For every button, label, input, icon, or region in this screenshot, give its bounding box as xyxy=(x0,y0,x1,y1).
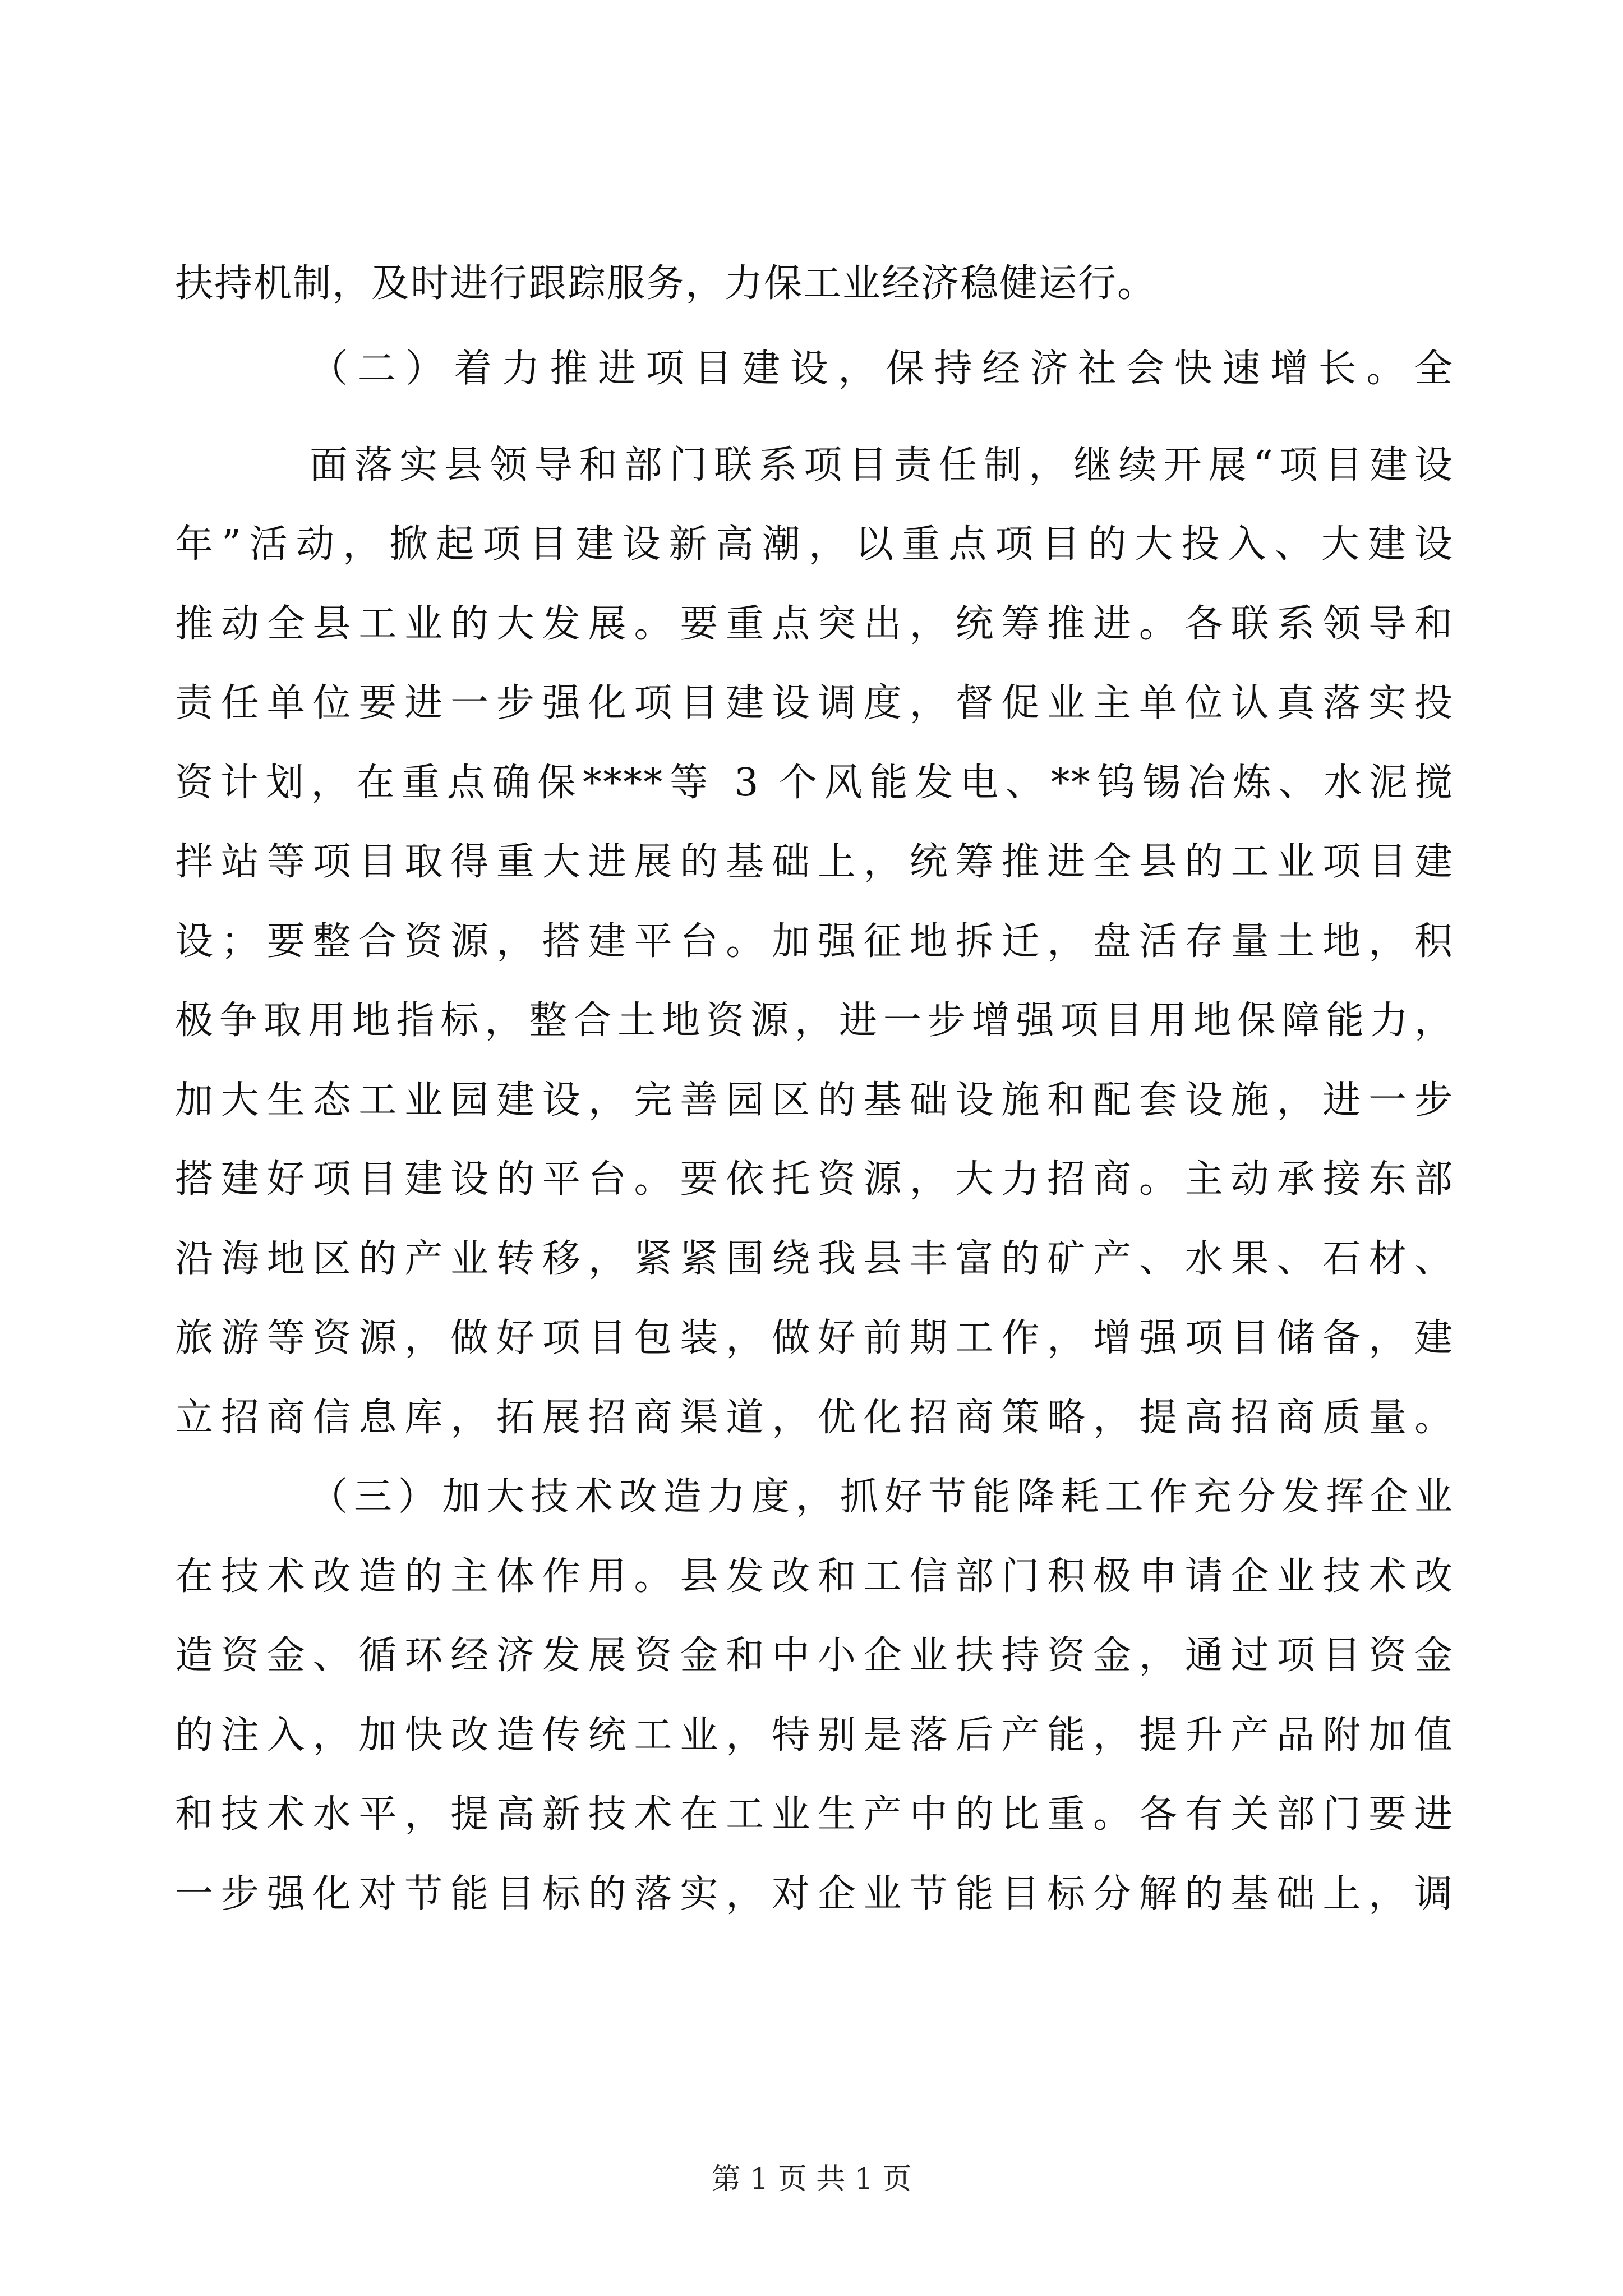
text-line-4: 年”活动，掀起项目建设新高潮，以重点项目的大投入、大建设 xyxy=(175,522,1454,567)
text-line-10: 极争取用地指标，整合土地资源，进一步增强项目用地保障能力， xyxy=(175,999,1454,1043)
text-line-6: 责任单位要进一步强化项目建设调度，督促业主单位认真落实投 xyxy=(175,681,1454,725)
text-line-18: 造资金、循环经济发展资金和中小企业扶持资金，通过项目资金 xyxy=(175,1634,1454,1678)
text-line-19: 的注入，加快改造传统工业，特别是落后产能，提升产品附加值 xyxy=(175,1713,1454,1757)
section-heading-3: （三）加大技术改造力度，抓好节能降耗工作充分发挥企业 xyxy=(310,1475,1454,1519)
text-line-13: 沿海地区的产业转移，紧紧围绕我县丰富的矿产、水果、石材、 xyxy=(175,1237,1454,1281)
page-footer: 第 1 页 共 1 页 xyxy=(711,2162,912,2196)
text-line-1: 扶持机制，及时进行跟踪服务，力保工业经济稳健运行。 xyxy=(175,261,1157,306)
text-line-17: 在技术改造的主体作用。县发改和工信部门积极申请企业技术改 xyxy=(175,1554,1454,1599)
text-line-11: 加大生态工业园建设，完善园区的基础设施和配套设施，进一步 xyxy=(175,1078,1454,1122)
text-line-12: 搭建好项目建设的平台。要依托资源，大力招商。主动承接东部 xyxy=(175,1157,1454,1202)
section-heading-2: （二）着力推进项目建设，保持经济社会快速增长。全 xyxy=(310,347,1454,391)
text-line-7: 资计划，在重点确保****等 3 个风能发电、**钨锡冶炼、水泥搅 xyxy=(175,761,1454,805)
text-line-9: 设；要整合资源，搭建平台。加强征地拆迁，盘活存量土地，积 xyxy=(175,919,1454,964)
text-line-21: 一步强化对节能目标的落实，对企业节能目标分解的基础上，调 xyxy=(175,1872,1454,1916)
text-line-20: 和技术水平，提高新技术在工业生产中的比重。各有关部门要进 xyxy=(175,1792,1454,1837)
text-line-5: 推动全县工业的大发展。要重点突出，统筹推进。各联系领导和 xyxy=(175,602,1454,646)
text-line-15: 立招商信息库，拓展招商渠道，优化招商策略，提高招商质量。 xyxy=(175,1396,1454,1440)
text-line-14: 旅游等资源，做好项目包装，做好前期工作，增强项目储备，建 xyxy=(175,1316,1454,1360)
text-line-3: 面落实县领导和部门联系项目责任制，继续开展“项目建设 xyxy=(310,443,1454,487)
text-line-8: 拌站等项目取得重大进展的基础上，统筹推进全县的工业项目建 xyxy=(175,840,1454,884)
